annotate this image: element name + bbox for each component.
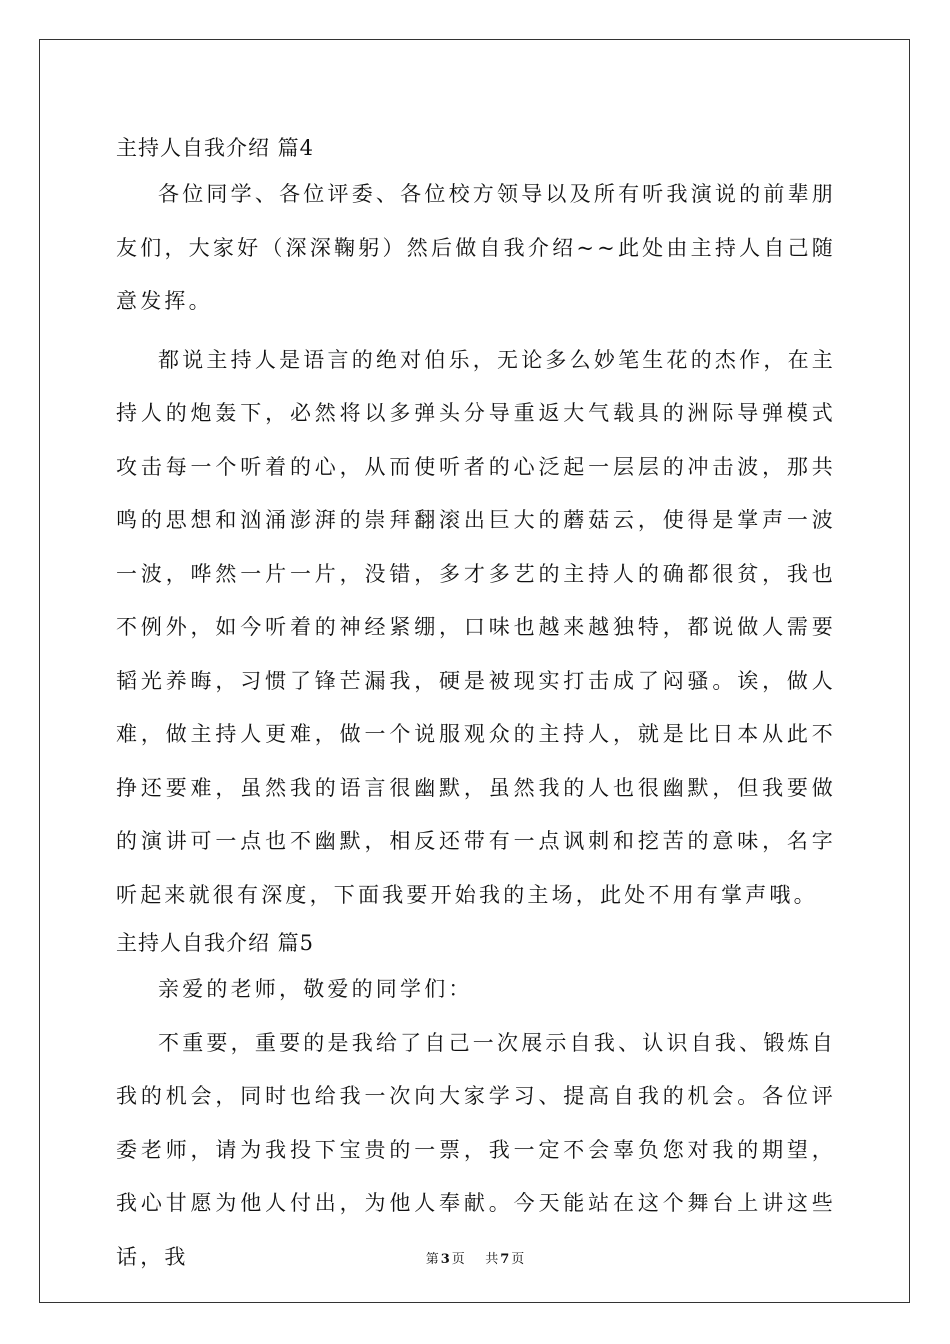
page-prefix: 第	[425, 1252, 439, 1267]
paragraph: 不重要，重要的是我给了自己一次展示自我、认识自我、锻炼自我的机会，同时也给我一次向大家学习、提高自我的机会。各位评委老师，请为我投下宝贵的一票，我一定不会辜负您对我的期望，我心甘愿为他人付出，为他人奉献。今天能站在这个舞台上讲这些话，我	[116, 1030, 836, 1269]
page-number: 3	[440, 1252, 450, 1267]
total-indicator	[483, 1252, 526, 1267]
document-body	[116, 130, 836, 1284]
page-footer	[0, 1248, 950, 1267]
paragraph: 亲爱的老师，敬爱的同学们：	[158, 977, 473, 1001]
total-prefix: 共	[485, 1252, 499, 1267]
section-title: 主持人自我介绍 篇4	[116, 136, 315, 160]
total-number: 7	[500, 1252, 510, 1267]
page-indicator	[424, 1252, 467, 1267]
paragraph: 各位同学、各位评委、各位校方领导以及所有听我演说的前辈朋友们，大家好（深深鞠躬）然后做自我介绍~~此处由主持人自己随意发挥。	[116, 182, 836, 313]
paragraph: 都说主持人是语言的绝对伯乐，无论多么妙笔生花的杰作，在主持人的炮轰下，必然将以多弹头分导重返大气载具的洲际导弹模式攻击每一个听着的心，从而使听者的心泛起一层层的冲击波，那共鸣的思想和汹涌澎湃的崇拜翻滚出巨大的蘑菇云，使得是掌声一波一波，哗然一片一片，没错，多才多艺的主持人的确都很贫，我也不例外，如今听着的神经紧绷，口味也越来越独特，都说做人需要韬光养晦，习惯了锋芒漏我，硬是被现实打击成了闷骚。诶，做人难，做主持人更难，做一个说服观众的主持人，就是比日本从此不挣还要难，虽然我的语言很幽默，虽然我的人也很幽默，但我要做的演讲可一点也不幽默，相反还带有一点讽刺和挖苦的意味，名字听起来就很有深度，下面我要开始我的主场，此处不用有掌声哦。	[116, 347, 836, 907]
section-title: 主持人自我介绍 篇5	[116, 931, 315, 955]
total-suffix: 页	[511, 1252, 525, 1267]
page-suffix: 页	[451, 1252, 465, 1267]
